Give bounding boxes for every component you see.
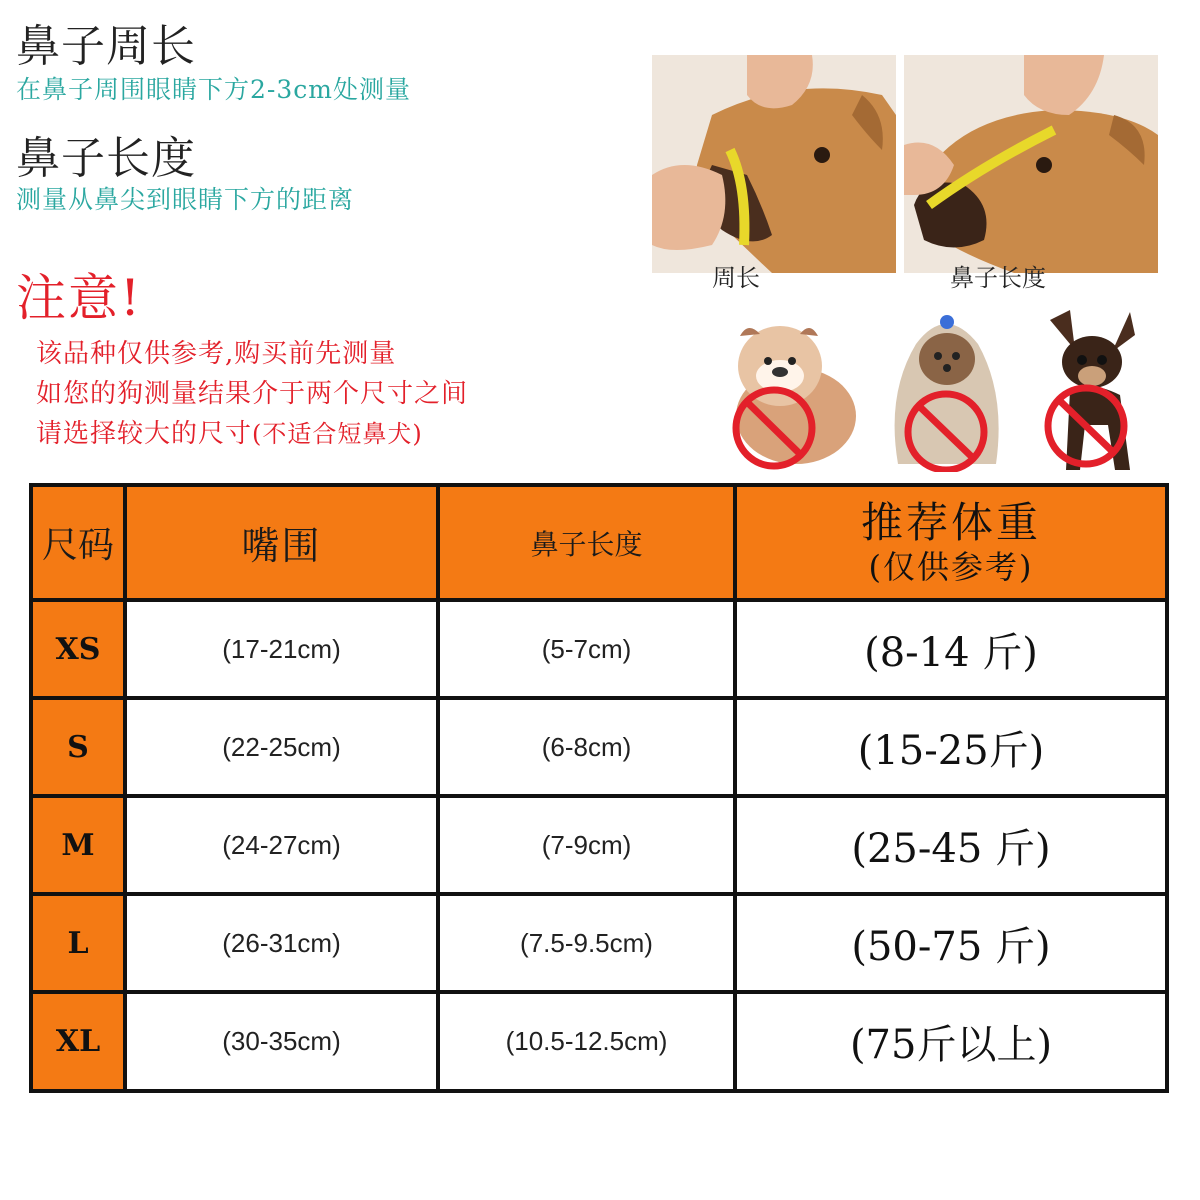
size-cell [33,798,123,892]
warning-line-3 [36,413,423,450]
nose-length-cell [440,994,733,1089]
size-label: XL [55,1024,101,1059]
weight-value: (15-25斤) [857,727,1045,774]
muzzle-value: (30-35cm) [222,1026,341,1056]
weight-cell [737,700,1165,794]
length-photo-caption: 鼻子长度 [950,264,1046,292]
nose-length-cell [440,798,733,892]
bulldog-prohibited-icon [718,306,864,472]
nose-length-cell [440,602,733,696]
size-label: L [67,925,89,961]
circumference-photo [652,55,896,273]
weight-cell [737,896,1165,990]
header-muzzle-label: 嘴围 [241,524,322,568]
warning-title: 注意! [16,269,143,327]
weight-cell [737,602,1165,696]
length-title: 鼻子长度 [16,133,196,184]
size-table [29,483,1169,1093]
weight-value: (25-45 斤) [851,825,1051,872]
muzzle-cell [127,994,436,1089]
nose-length-value: (10.5-12.5cm) [505,1026,668,1056]
header-size [33,487,123,598]
header-muzzle [127,487,436,598]
warning-line-3-main: 请选择较大的尺寸 [36,419,253,449]
size-cell [33,896,123,990]
header-nose-length-label: 鼻子长度 [530,527,643,561]
size-cell [33,994,123,1089]
shih-tzu-prohibited-icon [886,304,1008,472]
size-label: S [67,729,89,765]
muzzle-value: (17-21cm) [222,633,341,664]
size-cell [33,602,123,696]
weight-value: (50-75 斤) [851,923,1051,970]
header-weight [737,487,1165,598]
header-size-label: 尺码 [41,525,114,566]
nose-length-value: (6-8cm) [541,731,632,762]
muzzle-value: (22-25cm) [222,731,341,762]
muzzle-cell [127,798,436,892]
size-cell [33,700,123,794]
weight-value: (75斤以上) [849,1022,1053,1068]
circumference-title: 鼻子周长 [16,21,196,72]
weight-cell [737,798,1165,892]
nose-length-cell [440,700,733,794]
chihuahua-prohibited-icon [1030,300,1160,474]
nose-length-value: (5-7cm) [541,633,632,664]
length-description: 测量从鼻尖到眼睛下方的距离 [16,185,355,214]
muzzle-cell [127,700,436,794]
circumference-photo-caption: 周长 [712,264,760,292]
warning-line-1: 该品种仅供参考,购买前先测量 [36,339,397,369]
muzzle-cell [127,896,436,990]
muzzle-value: (24-27cm) [222,829,341,860]
nose-length-value: (7.5-9.5cm) [520,927,653,958]
header-nose-length [440,487,733,598]
nose-length-value: (7-9cm) [541,829,632,860]
warning-line-3-note: (不适合短鼻犬) [252,420,423,448]
header-weight-note: (仅供参考) [868,547,1034,586]
size-label: XS [55,631,101,667]
circumference-description: 在鼻子周围眼睛下方2-3cm处测量 [16,75,411,104]
size-label: M [61,827,95,863]
warning-line-2: 如您的狗测量结果介于两个尺寸之间 [36,379,469,409]
weight-cell [737,994,1165,1089]
nose-length-cell [440,896,733,990]
muzzle-cell [127,602,436,696]
muzzle-value: (26-31cm) [222,927,341,958]
header-weight-label: 推荐体重 [860,497,1041,547]
weight-value: (8-14 斤) [864,629,1038,676]
length-photo [904,55,1158,273]
